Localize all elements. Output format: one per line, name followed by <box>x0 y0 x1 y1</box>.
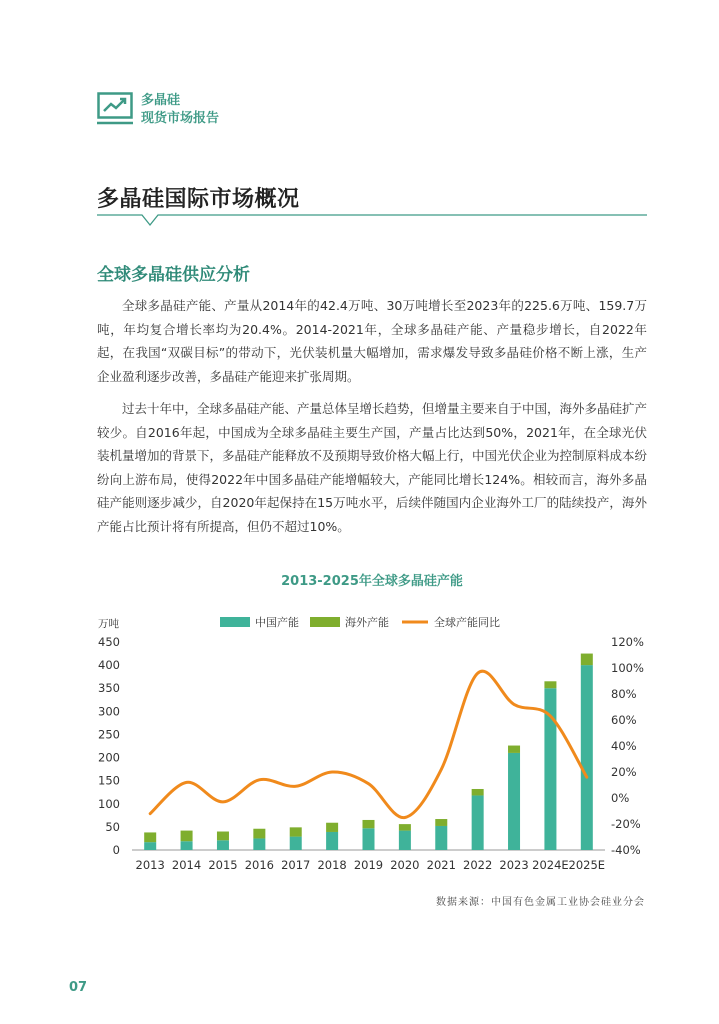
x-tick-label: 2013 <box>135 858 165 872</box>
data-source: 数据来源：中国有色金属工业协会硅业分会 <box>436 897 645 908</box>
left-tick-label: 250 <box>98 727 120 742</box>
bar-china <box>508 753 520 850</box>
left-tick-label: 50 <box>105 819 120 834</box>
paragraph-2: 过去十年中，全球多晶硅产能、产量总体呈增长趋势，但增量主要来自于中国，海外多晶硅扩产较少。自2016年起，中国成为全球多晶硅主要生产国，产量占比达到50%，2021年，在全球光伏装机量增加的背景下，多晶硅产能释放不及预期导致价格大幅上行，中国光伏企业为控制原料成本纷纷向上游布局，使得2022年中国多晶硅产能增幅较大，产能同比增长124%。相较而言，海外多晶硅产能则逐步减少，自2020年起保持在15万吨水平，后续伴随国内企业海外工厂的陆续投产，海外产能占比预计将有所提高，但仍不超过10%。 <box>97 401 648 534</box>
left-tick-label: 100 <box>98 796 120 811</box>
capacity-chart <box>90 610 660 880</box>
right-tick-label: 120% <box>611 635 644 649</box>
report-name <box>141 92 219 128</box>
left-tick-label: 150 <box>98 773 120 788</box>
paragraph-1: 全球多晶硅产能、产量从2014年的42.4万吨、30万吨增长至2023年的225.6万吨、159.7万吨，年均复合增长率均为20.4%。2014-2021年，全球多晶硅产能、产量稳步增长，自2022年起，在我国“双碳目标”的带动下，光伏装机量大幅增加，需求爆发导致多晶硅价格不断上涨，生产企业盈利逐步改善，多晶硅产能迎来扩张周期。 <box>97 298 647 384</box>
title-divider <box>97 208 647 228</box>
bar-overseas <box>144 832 156 842</box>
bar-overseas <box>362 820 374 828</box>
right-tick-label: 100% <box>611 661 644 675</box>
bar-china <box>581 665 593 850</box>
report-name-line1: 多晶硅 <box>141 93 181 108</box>
left-tick-label: 350 <box>98 681 120 696</box>
left-tick-label: 0 <box>112 843 120 857</box>
left-tick-label: 450 <box>98 635 120 649</box>
bar-overseas <box>472 789 484 795</box>
x-tick-label: 2023 <box>499 858 529 872</box>
bar-overseas <box>253 829 265 839</box>
bar-china <box>326 832 338 850</box>
bar-overseas <box>217 832 229 841</box>
bar-china <box>290 837 302 850</box>
x-tick-label: 2020 <box>390 858 420 872</box>
chart-title: 2013-2025年全球多晶硅产能 <box>281 574 463 589</box>
right-tick-label: 40% <box>611 739 637 753</box>
bar-overseas <box>508 746 520 753</box>
right-tick-label: 60% <box>611 713 637 727</box>
x-tick-label: 2022 <box>463 858 493 872</box>
bar-overseas <box>181 831 193 842</box>
x-tick-label: 2014 <box>171 858 202 872</box>
chart-trend-icon <box>97 92 137 128</box>
bar-overseas <box>290 827 302 836</box>
left-tick-label: 300 <box>98 704 120 719</box>
legend-swatch-china <box>220 617 250 627</box>
bar-overseas <box>544 681 556 688</box>
yoy-line <box>150 671 587 818</box>
bar-china <box>472 795 484 850</box>
bar-china <box>181 841 193 850</box>
bar-china <box>144 842 156 850</box>
legend-label-overseas: 海外产能 <box>345 616 389 629</box>
x-tick-label: 2019 <box>353 858 384 872</box>
right-tick-label: -40% <box>611 843 641 857</box>
bar-overseas <box>326 823 338 832</box>
page-number: 07 <box>69 980 88 995</box>
left-axis-unit: 万吨 <box>98 618 119 630</box>
right-tick-label: 0% <box>611 791 630 805</box>
x-tick-label: 2021 <box>426 858 456 872</box>
report-name-line2: 现货市场报告 <box>141 111 220 126</box>
bar-china <box>253 838 265 850</box>
left-tick-label: 200 <box>98 750 120 765</box>
bar-china <box>399 831 411 850</box>
section-title: 多晶硅国际市场概况 <box>97 187 300 212</box>
left-tick-label: 400 <box>98 658 120 673</box>
legend-swatch-overseas <box>310 617 340 627</box>
legend-label-yoy: 全球产能同比 <box>434 616 500 629</box>
bar-overseas <box>581 654 593 666</box>
bar-overseas <box>435 819 447 826</box>
x-tick-label: 2016 <box>244 858 274 872</box>
right-tick-label: 20% <box>611 765 637 779</box>
right-tick-label: 80% <box>611 687 637 701</box>
bar-china <box>217 840 229 850</box>
x-tick-label: 2015 <box>208 858 238 872</box>
x-tick-label: 2017 <box>281 858 311 872</box>
legend-label-china: 中国产能 <box>255 616 299 629</box>
x-tick-label: 2024E <box>532 858 569 872</box>
bar-china <box>362 828 374 850</box>
x-tick-label: 2025E <box>568 858 606 872</box>
bar-china <box>435 826 447 850</box>
right-tick-label: -20% <box>611 817 641 831</box>
bar-overseas <box>399 824 411 830</box>
sub-title: 全球多晶硅供应分析 <box>97 265 250 285</box>
x-tick-label: 2018 <box>317 858 347 872</box>
